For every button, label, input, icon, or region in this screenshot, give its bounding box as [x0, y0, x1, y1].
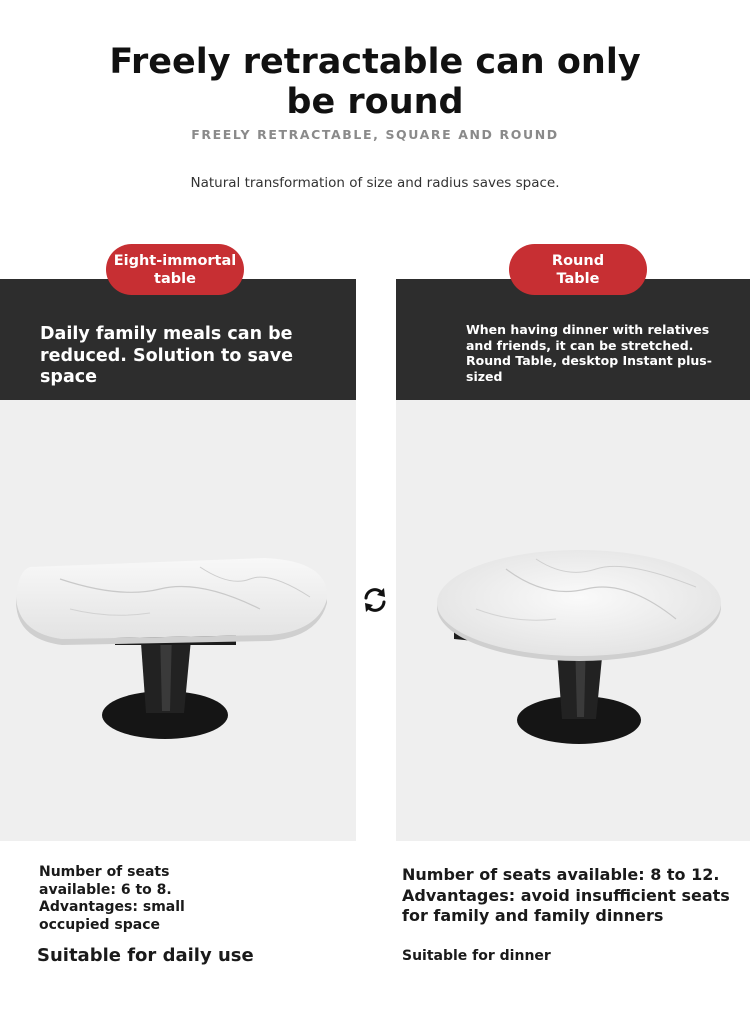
left-advantages-line-1: Advantages: small	[39, 899, 185, 915]
title-line-1: Freely retractable can only	[109, 42, 641, 82]
left-info	[39, 864, 239, 934]
left-badge-line-1: Eight-immortal	[113, 252, 237, 269]
right-band-text: When having dinner with relatives and friends, it can be stretched. Round Table, desktop Instant plus-sized	[466, 322, 712, 384]
page-tagline: Natural transformation of size and radius saves space.	[190, 175, 560, 191]
page-subtitle: FREELY RETRACTABLE, SQUARE AND ROUND	[191, 127, 559, 142]
extended-table-image	[0, 539, 356, 769]
right-badge	[509, 244, 647, 295]
left-badge	[106, 244, 244, 295]
title-line-2: be round	[286, 82, 464, 122]
sync-icon	[359, 584, 391, 616]
right-seats: Number of seats available: 8 to 12.	[402, 865, 720, 884]
left-advantages-line-2: occupied space	[39, 916, 160, 933]
right-badge-line-1: Round	[551, 252, 605, 269]
left-badge-line-2: table	[154, 270, 196, 287]
right-use-text: Suitable for dinner	[402, 948, 551, 964]
left-seats-line-1: Number of seats	[39, 864, 170, 880]
page-title	[0, 42, 750, 122]
right-panel	[396, 279, 750, 841]
right-advantages: Advantages: avoid insufficient seats for family and family dinners	[402, 885, 730, 925]
left-band-text: Daily family meals can be reduced. Solution to save space	[40, 324, 293, 387]
left-panel	[0, 279, 356, 841]
right-badge-line-2: Table	[556, 270, 600, 287]
left-use-text: Suitable for daily use	[37, 945, 254, 966]
round-table-image	[396, 539, 750, 769]
left-seats-line-2: available: 6 to 8.	[39, 881, 172, 898]
right-info	[402, 865, 732, 927]
